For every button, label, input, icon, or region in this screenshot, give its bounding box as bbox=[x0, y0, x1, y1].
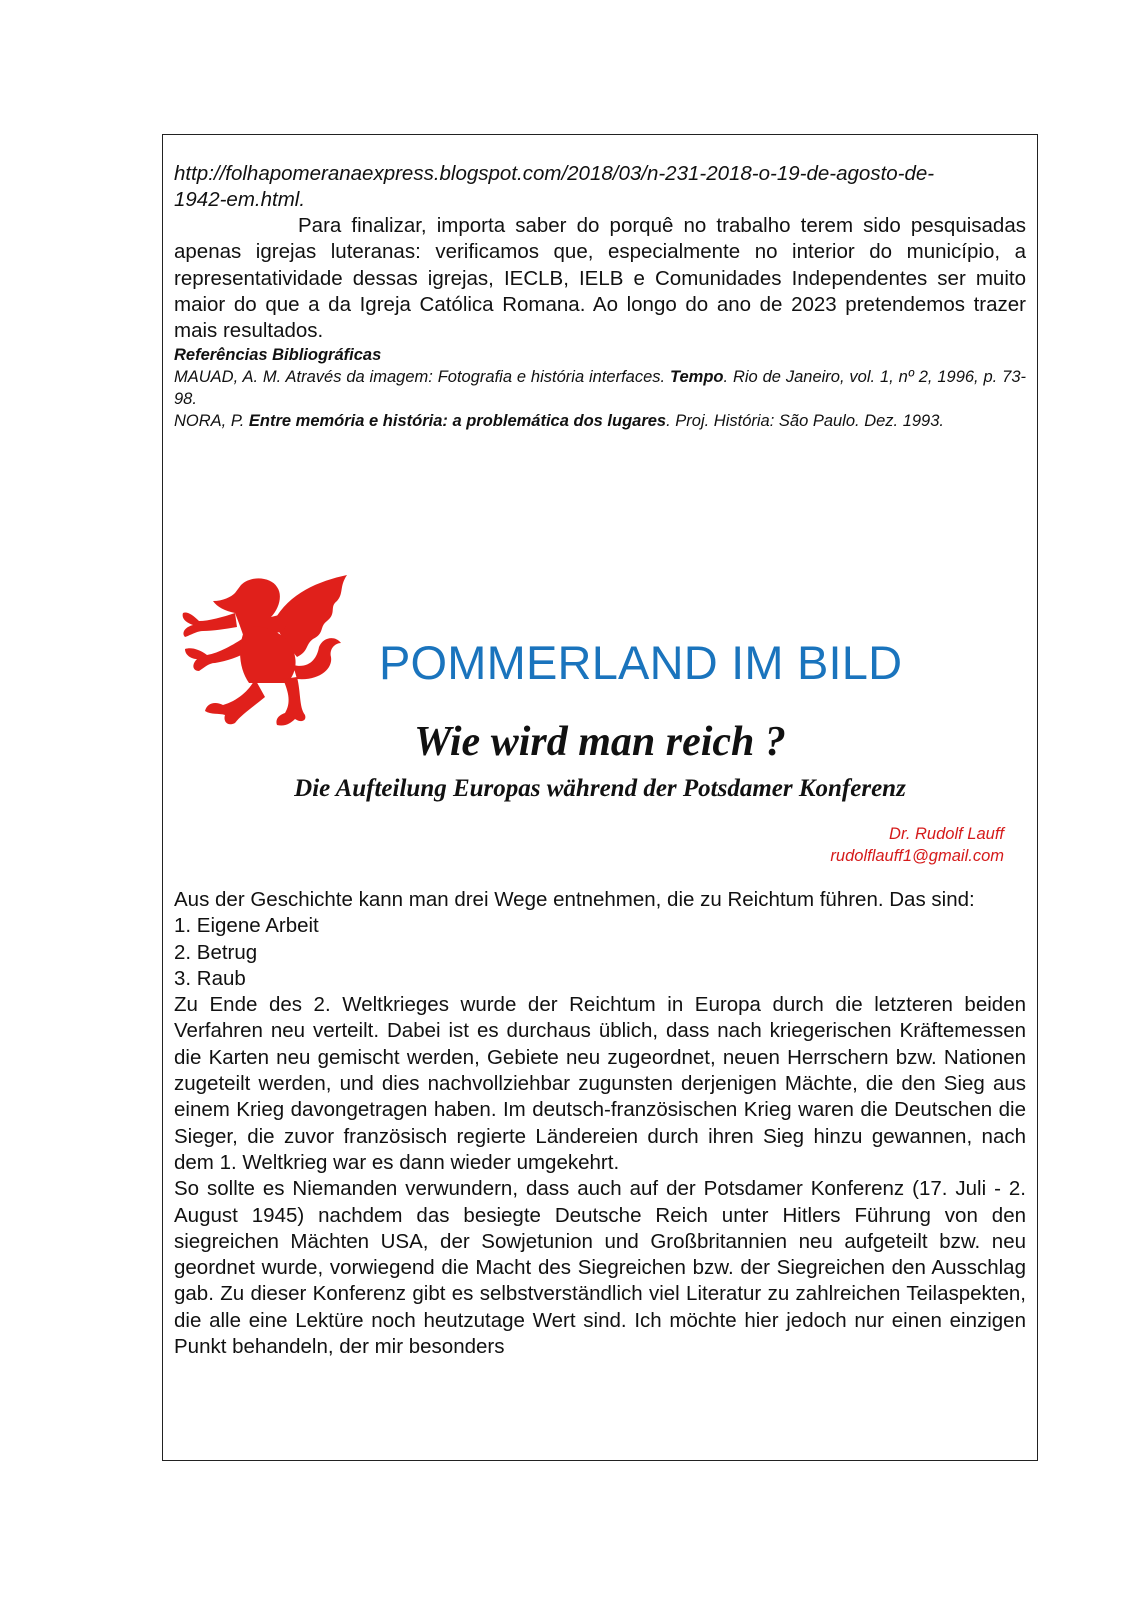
author-email[interactable]: rudolflauff1@gmail.com bbox=[830, 847, 1004, 865]
page-frame bbox=[162, 134, 1038, 1461]
intro-paragraph: Aus der Geschichte kann man drei Wege entnehmen, die zu Reichtum führen. Das sind: bbox=[174, 888, 975, 911]
list-item: 1. Eigene Arbeit bbox=[174, 914, 319, 938]
source-url[interactable] bbox=[174, 161, 1026, 213]
griffin-logo-icon bbox=[179, 573, 349, 728]
reference-mauad-journal: Tempo bbox=[670, 368, 724, 387]
reference-nora-rest: . Proj. História: São Paulo. Dez. 1993. bbox=[666, 412, 944, 431]
body-paragraph-2: So sollte es Niemanden verwundern, dass auch auf der Potsdamer Konferenz (17. Juli - 2. August 1945) nachdem das besiegte Deutsche Reich unter Hitlers Führung von den siegreichen Mächten USA, der Sowjetunion und Großbritannien neu aufgeteilt bzw. neu geordnet wurde, vorwiegend die Macht des Siegreichen bzw. der Siegreichen den Ausschlag gab. Zu dieser Konferenz gibt es selbstverständlich viel Literatur zu zahlreichen Teilaspekten, die alle eine Lektüre noch heutzutage Wert sind. Ich möchte hier jedoch nur einen einzigen Punkt behandeln, der mir besonders bbox=[174, 1177, 1026, 1359]
reference-nora bbox=[174, 410, 1026, 432]
list-item: 3. Raub bbox=[174, 966, 246, 990]
reference-mauad-rest: . Rio de Janeiro, vol. 1, nº 2, 1996, p. 73-98. bbox=[174, 368, 1026, 409]
article-title: Wie wird man reich ? bbox=[414, 719, 786, 765]
body-paragraph-1: Zu Ende des 2. Weltkrieges wurde der Reichtum in Europa durch die letzteren beiden Verfahren neu verteilt. Dabei ist es durchaus üblich, dass nach kriegerischen Kräftemessen die Karten neu gemischt werden, Gebiete neu zugeordnet, neuen Herrschern bzw. Nationen zugeteilt werden, und dies nachvollziehbar zugunsten derjenigen Mächte, die den Sieg aus einem Krieg davongetragen haben. Im deutsch-französischen Krieg waren die Deutschen die Sieger, die zuvor französisch regierte Ländereien durch ihren Sieg hinzu gewannen, nach dem 1. Weltkrieg war es dann wieder umgekehrt. bbox=[174, 993, 1026, 1174]
closing-paragraph: Para finalizar, importa saber do porquê no trabalho terem sido pesquisadas apenas igrejas luteranas: verificamos que, especialmente no interior do município, a representatividade dessas igrejas, IECLB, IELB e Comunidades Independentes ser muito maior do que a da Igreja Católica Romana. Ao longo do ano de 2023 pretendemos trazer mais resultados. bbox=[174, 214, 1026, 343]
author-block bbox=[830, 823, 1004, 867]
author-name: Dr. Rudolf Lauff bbox=[889, 825, 1004, 843]
article-body bbox=[174, 887, 1026, 1360]
top-section bbox=[174, 161, 1026, 432]
brand-title: POMMERLAND IM BILD bbox=[379, 636, 903, 689]
references-title: Referências Bibliográficas bbox=[174, 346, 382, 365]
reference-mauad bbox=[174, 366, 1026, 410]
reference-nora-title: Entre memória e história: a problemática dos lugares bbox=[248, 412, 667, 431]
source-url-line1: http://folhapomeranaexpress.blogspot.com/2018/03/n-231-2018-o-19-de-agosto-de- bbox=[174, 162, 935, 185]
list-item: 2. Betrug bbox=[174, 940, 258, 964]
source-url-line2: 1942-em.html. bbox=[174, 188, 306, 211]
reference-mauad-part: MAUAD, A. M. Através da imagem: Fotografia e história interfaces. bbox=[174, 368, 671, 387]
reference-nora-author: NORA, P. bbox=[174, 412, 249, 431]
article-subtitle: Die Aufteilung Europas während der Potsdamer Konferenz bbox=[294, 775, 906, 802]
